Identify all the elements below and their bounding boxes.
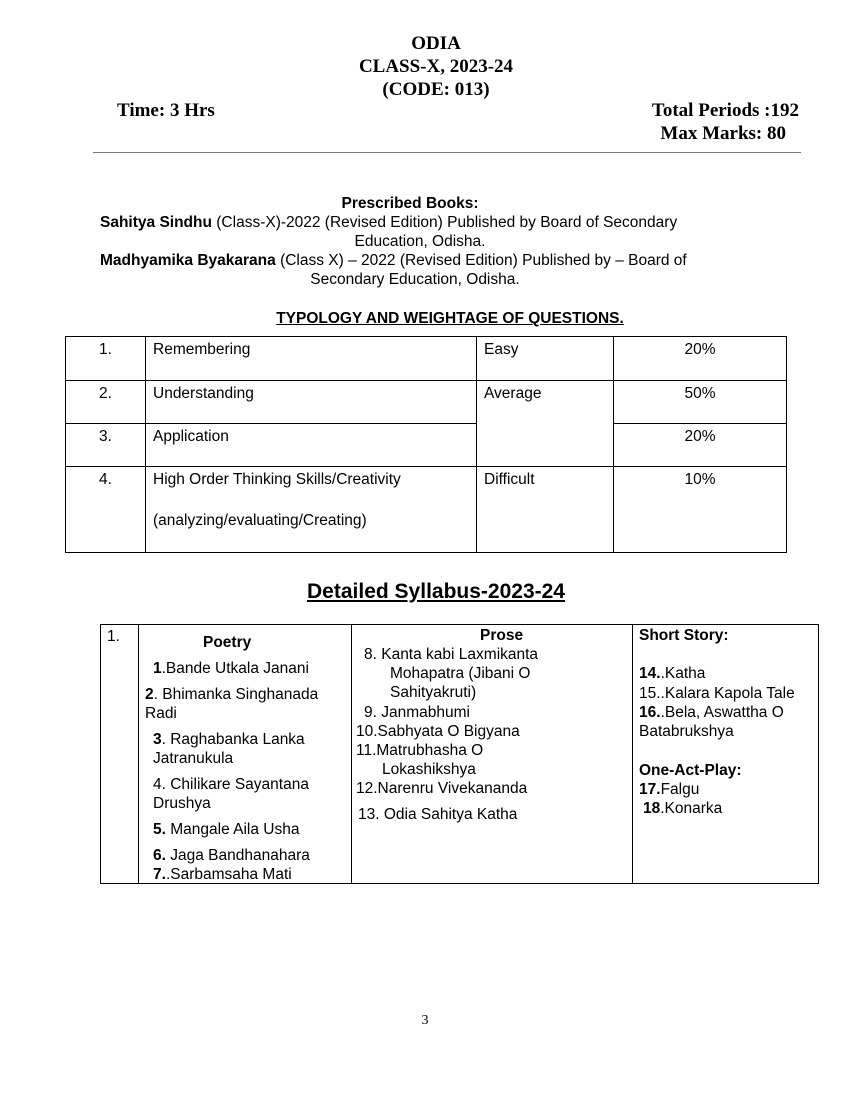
list-item: Jatranukula bbox=[153, 750, 234, 767]
exam-time: Time: 3 Hrs bbox=[117, 100, 215, 121]
row-number: 1. bbox=[66, 337, 146, 381]
row-number: 1. bbox=[107, 628, 120, 645]
syllabus-table bbox=[100, 624, 819, 884]
one-act-play-heading: One-Act-Play: bbox=[639, 762, 742, 779]
weight-cell: 10% bbox=[614, 467, 787, 553]
prose-heading: Prose bbox=[480, 627, 524, 644]
table-row bbox=[66, 467, 787, 553]
list-item: 1.Bande Utkala Janani bbox=[153, 660, 309, 677]
book1-publisher: Education, Odisha. bbox=[354, 233, 486, 250]
list-item: Sahityakruti) bbox=[390, 684, 477, 701]
list-item: 17.Falgu bbox=[639, 781, 700, 798]
header-divider bbox=[93, 152, 801, 153]
story-cell bbox=[633, 625, 819, 884]
list-item: 4. Chilikare Sayantana bbox=[153, 776, 309, 793]
typology-table bbox=[65, 336, 787, 553]
list-item: 15..Kalara Kapola Tale bbox=[639, 685, 795, 702]
row-number-cell bbox=[101, 625, 139, 884]
subject-title: ODIA bbox=[411, 33, 461, 54]
list-item: 10.Sabhyata O Bigyana bbox=[356, 723, 520, 740]
list-item: 14..Katha bbox=[639, 665, 706, 682]
skill-line: High Order Thinking Skills/Creativity bbox=[153, 471, 401, 488]
list-item: Lokashikshya bbox=[382, 761, 476, 778]
poetry-heading: Poetry bbox=[203, 634, 252, 651]
list-item: 11.Matrubhasha O bbox=[356, 742, 484, 759]
syllabus-title: Detailed Syllabus-2023-24 bbox=[307, 580, 565, 603]
skill-cell: Understanding bbox=[146, 381, 477, 424]
list-item: 5. Mangale Aila Usha bbox=[153, 821, 300, 838]
table-row bbox=[66, 381, 787, 424]
book2-details: (Class X) – 2022 (Revised Edition) Published by – Board of bbox=[275, 252, 687, 269]
class-title: CLASS-X, 2023-24 bbox=[358, 56, 514, 77]
prose-cell bbox=[352, 625, 633, 884]
poetry-cell bbox=[139, 625, 352, 884]
list-item: 16..Bela, Aswattha O bbox=[639, 704, 784, 721]
list-item: 6. Jaga Bandhanahara bbox=[153, 847, 310, 864]
table-row bbox=[66, 337, 787, 381]
book2-line bbox=[100, 252, 687, 270]
book1-name: Sahitya Sindhu bbox=[100, 214, 212, 231]
level-cell: Easy bbox=[477, 337, 614, 381]
list-item: Batabrukshya bbox=[639, 723, 734, 740]
book2-name: Madhyamika Byakarana bbox=[100, 252, 276, 269]
weight-cell: 50% bbox=[614, 381, 787, 424]
subject-code: (CODE: 013) bbox=[382, 79, 490, 100]
list-item: Radi bbox=[145, 705, 177, 722]
list-item: Mohapatra (Jibani O bbox=[390, 665, 531, 682]
table-row bbox=[66, 424, 787, 467]
list-item: 3. Raghabanka Lanka bbox=[153, 731, 305, 748]
typology-title: TYPOLOGY AND WEIGHTAGE OF QUESTIONS. bbox=[276, 310, 624, 327]
list-item: 13. Odia Sahitya Katha bbox=[358, 806, 518, 823]
book1-details: (Class-X)-2022 (Revised Edition) Published by Board of Secondary bbox=[211, 214, 678, 231]
table-row bbox=[101, 625, 819, 884]
list-item: Drushya bbox=[153, 795, 211, 812]
book1-line bbox=[100, 214, 677, 232]
list-item: 8. Kanta kabi Laxmikanta bbox=[364, 646, 539, 663]
max-marks: Max Marks: 80 bbox=[660, 123, 786, 144]
list-item: 9. Janmabhumi bbox=[364, 704, 470, 721]
level-cell: Difficult bbox=[477, 467, 614, 553]
row-number: 4. bbox=[66, 467, 146, 553]
weight-cell: 20% bbox=[614, 337, 787, 381]
weight-cell: 20% bbox=[614, 424, 787, 467]
list-item: 7..Sarbamsaha Mati bbox=[153, 866, 292, 883]
list-item: 12.Narenru Vivekananda bbox=[356, 780, 528, 797]
short-story-heading: Short Story: bbox=[639, 627, 729, 644]
row-number: 2. bbox=[66, 381, 146, 424]
level-cell: Average bbox=[477, 381, 614, 467]
list-item: 18.Konarka bbox=[643, 800, 723, 817]
skill-cell: Remembering bbox=[146, 337, 477, 381]
skill-line: (analyzing/evaluating/Creating) bbox=[153, 512, 367, 529]
book2-publisher: Secondary Education, Odisha. bbox=[310, 271, 520, 288]
total-periods: Total Periods :192 bbox=[651, 100, 799, 121]
prescribed-books-title: Prescribed Books: bbox=[341, 195, 479, 212]
list-item: 2. Bhimanka Singhanada bbox=[145, 686, 319, 703]
skill-cell bbox=[146, 467, 477, 553]
page-number: 3 bbox=[421, 1013, 429, 1028]
row-number: 3. bbox=[66, 424, 146, 467]
skill-cell: Application bbox=[146, 424, 477, 467]
